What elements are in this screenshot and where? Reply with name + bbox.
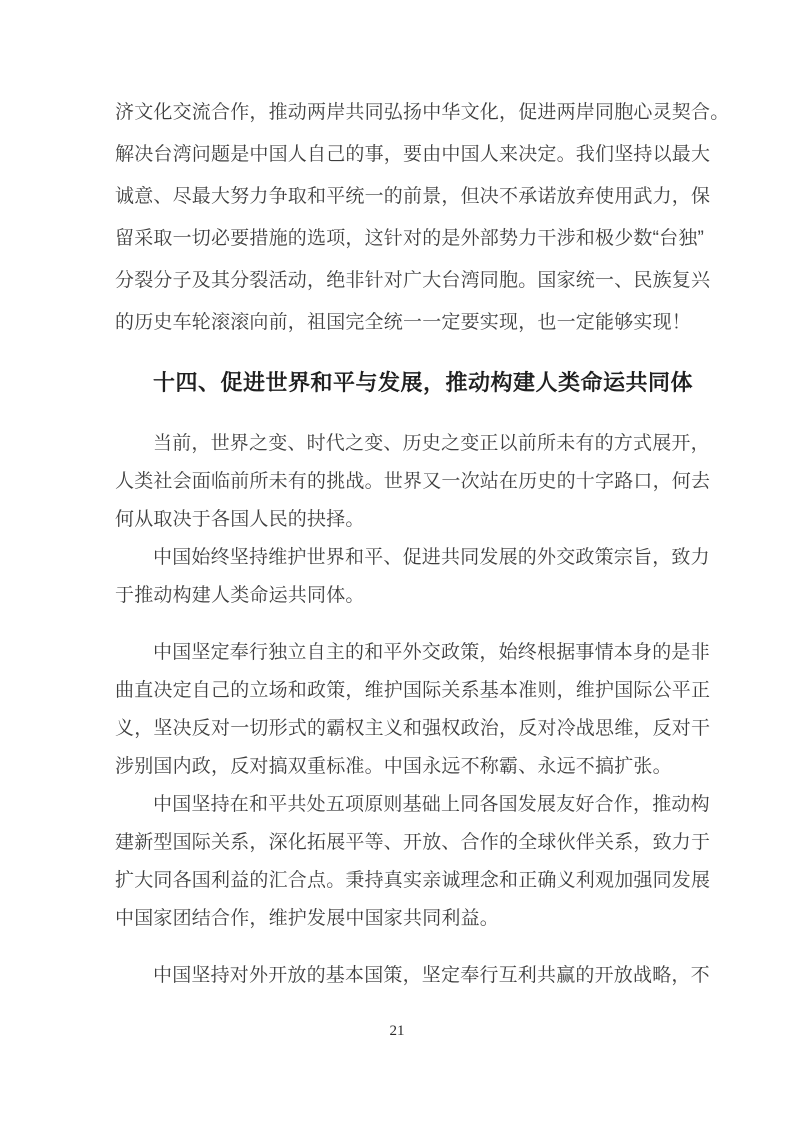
text-line: 中国家团结合作，维护发展中国家共同利益。 <box>115 908 500 929</box>
text-line: 留采取一切必要措施的选项，这针对的是外部势力干涉和极少数“台独” <box>115 228 705 249</box>
text-line: 当前，世界之变、时代之变、历史之变正以前所未有的方式展开， <box>153 433 710 454</box>
text-line: 济文化交流合作，推动两岸共同弘扬中华文化，促进两岸同胞心灵契合。 <box>115 102 730 123</box>
text-line: 的历史车轮滚滚向前，祖国完全统一一定要实现，也一定能够实现！ <box>115 312 692 333</box>
body-paragraph <box>115 634 731 786</box>
body-paragraph <box>115 957 731 995</box>
page-content <box>115 92 731 995</box>
text-line: 义，坚决反对一切形式的霸权主义和强权政治，反对冷战思维，反对干 <box>115 718 711 739</box>
text-line: 中国始终坚持维护世界和平、促进共同发展的外交政策宗旨，致力 <box>153 547 710 568</box>
text-line: 涉别国内政，反对搞双重标准。中国永远不称霸、永远不搞扩张。 <box>115 756 672 777</box>
text-line: 中国坚定奉行独立自主的和平外交政策，始终根据事情本身的是非 <box>153 642 710 663</box>
text-line: 扩大同各国利益的汇合点。秉持真实亲诚理念和正确义利观加强同发展 <box>115 870 711 891</box>
body-paragraph <box>115 786 731 938</box>
text-line: 人类社会面临前所未有的挑战。世界又一次站在历史的十字路口，何去 <box>115 471 711 492</box>
text-line: 何从取决于各国人民的抉择。 <box>115 509 365 530</box>
paragraph-continuation <box>115 92 731 344</box>
body-paragraph <box>115 425 731 539</box>
text-line: 分裂分子及其分裂活动，绝非针对广大台湾同胞。国家统一、民族复兴 <box>115 270 711 291</box>
text-line: 于推动构建人类命运共同体。 <box>115 585 365 606</box>
text-line: 中国坚持在和平共处五项原则基础上同各国发展友好合作，推动构 <box>153 794 710 815</box>
text-line: 曲直决定自己的立场和政策，维护国际关系基本准则，维护国际公平正 <box>115 680 711 701</box>
text-line: 解决台湾问题是中国人自己的事，要由中国人来决定。我们坚持以最大 <box>115 144 711 165</box>
text-line: 中国坚持对外开放的基本国策，坚定奉行互利共赢的开放战略，不 <box>153 965 710 986</box>
text-line: 建新型国际关系，深化拓展平等、开放、合作的全球伙伴关系，致力于 <box>115 832 711 853</box>
text-line: 诚意、尽最大努力争取和平统一的前景，但决不承诺放弃使用武力，保 <box>115 186 711 207</box>
section-heading: 十四、促进世界和平与发展，推动构建人类命运共同体 <box>152 370 693 395</box>
page-number: 21 <box>389 1023 405 1039</box>
body-paragraph <box>115 539 731 615</box>
